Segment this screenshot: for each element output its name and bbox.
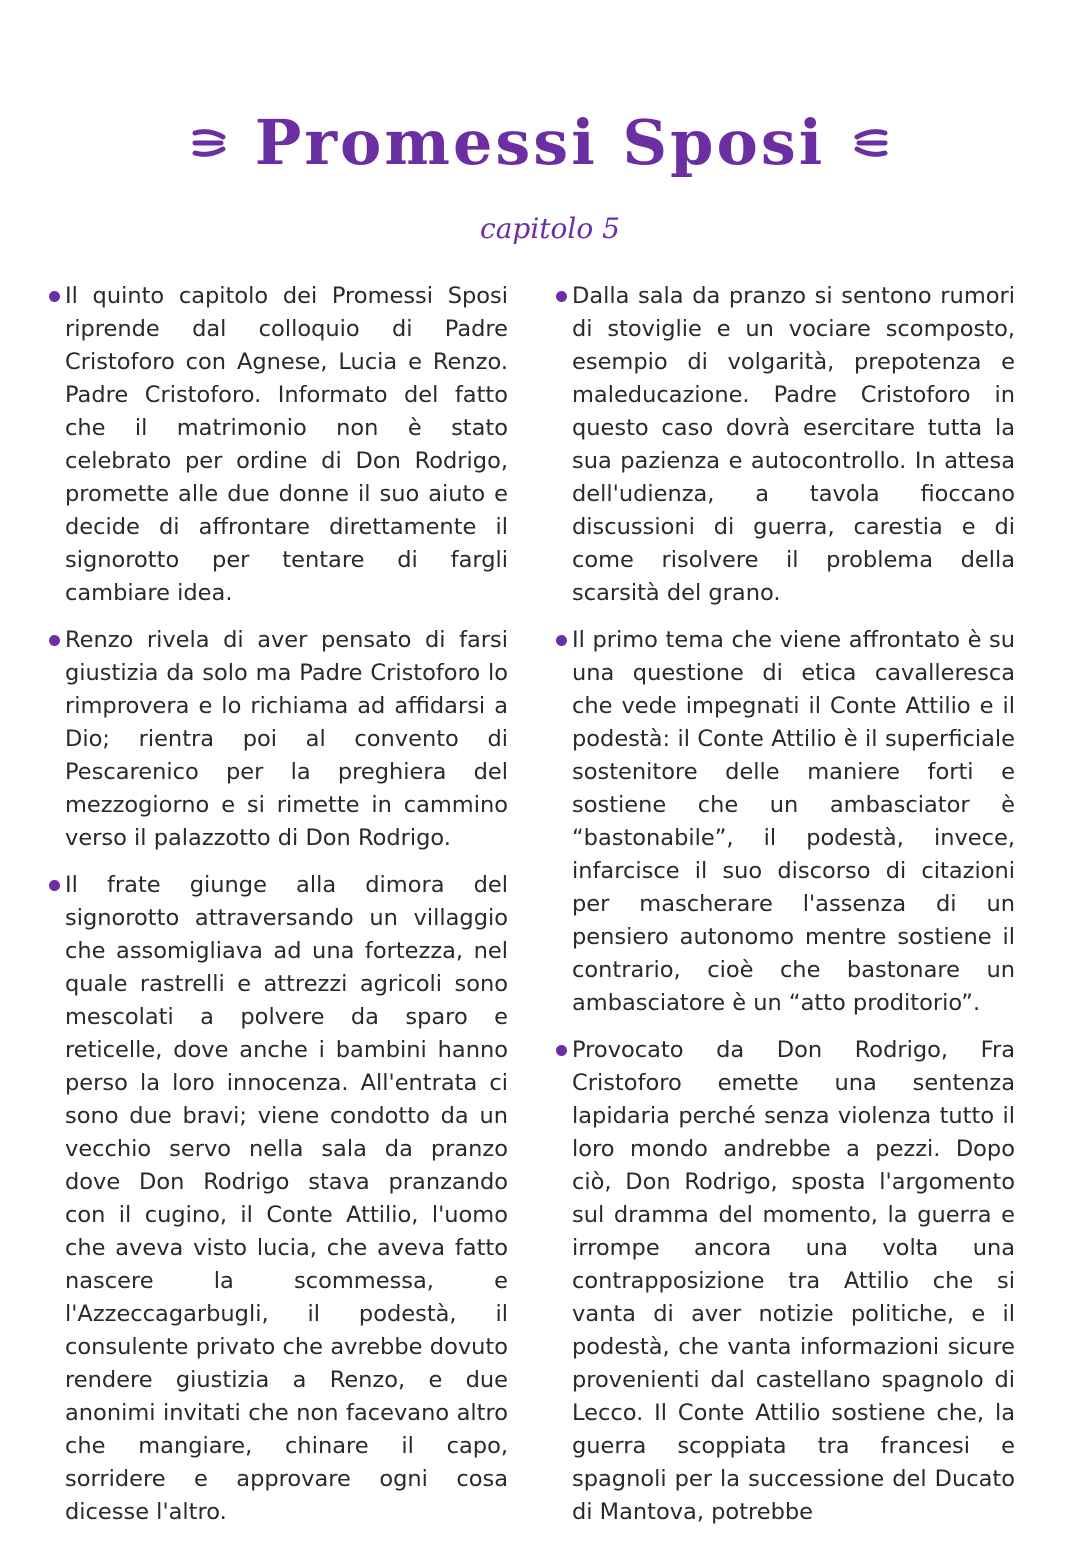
paragraph [572, 1034, 1015, 1529]
header [0, 106, 1080, 179]
ornament-left-icon [191, 119, 231, 167]
bullet-icon [49, 291, 60, 302]
bullet-icon [556, 291, 567, 302]
right-column [572, 280, 1015, 1543]
page-subtitle: capitolo 5 [480, 212, 620, 245]
paragraph [572, 280, 1015, 610]
bullet-icon [556, 635, 567, 646]
paragraph [65, 624, 508, 855]
paragraph-text: Dalla sala da pranzo si sentono rumori di stoviglie e un vociare scomposto, esempio di volgarità, prepotenza e maleducazione. Padre Cristoforo in questo caso dovrà esercitare tutta la sua pazienza e autocontrollo. In attesa dell'udienza, a tavola fioccano discussioni di guerra, carestia e di come risolvere il problema della scarsità del grano. [572, 283, 1015, 606]
bullet-icon [49, 880, 60, 891]
ornament-right-icon [849, 119, 889, 167]
left-column [65, 280, 508, 1543]
paragraph [65, 280, 508, 610]
paragraph-text: Provocato da Don Rodrigo, Fra Cristoforo emette una sentenza lapidaria perché senza violenza tutto il loro mondo andrebbe a pezzi. Dopo ciò, Don Rodrigo, sposta l'argomento sul dramma del momento, la guerra e irrompe ancora una volta una contrapposizione tra Attilio che si vanta di aver notizie politiche, e il podestà, che vanta informazioni sicure provenienti dal castellano spagnolo di Lecco. Il Conte Attilio sostiene che, la guerra scoppiata tra francesi e spagnoli per la successione del Ducato di Mantova, potrebbe [572, 1037, 1015, 1525]
paragraph-text: Il quinto capitolo dei Promessi Sposi riprende dal colloquio di Padre Cristoforo con Agnese, Lucia e Renzo. Padre Cristoforo. Informato del fatto che il matrimonio non è stato celebrato per ordine di Don Rodrigo, promette alle due donne il suo aiuto e decide di affrontare direttamente il signorotto per tentare di fargli cambiare idea. [65, 283, 508, 606]
page-title: Promessi Sposi [254, 106, 826, 179]
paragraph [65, 869, 508, 1529]
paragraph [572, 624, 1015, 1020]
bullet-icon [49, 635, 60, 646]
paragraph-text: Il primo tema che viene affrontato è su una questione di etica cavalleresca che vede impegnati il Conte Attilio e il podestà: il Conte Attilio è il superficiale sostenitore delle maniere forti e sostiene che un ambasciator è “bastonabile”, il podestà, invece, infarcisce il suo discorso di citazioni per mascherare l'assenza di un pensiero autonomo mentre sostiene il contrario, cioè che bastonare un ambasciatore è un “atto proditorio”. [572, 627, 1015, 1016]
bullet-icon [556, 1045, 567, 1056]
paragraph-text: Renzo rivela di aver pensato di farsi giustizia da solo ma Padre Cristoforo lo rimprovera e lo richiama ad affidarsi a Dio; rientra poi al convento di Pescarenico per la preghiera del mezzogiorno e si rimette in cammino verso il palazzotto di Don Rodrigo. [65, 627, 508, 851]
paragraph-text: Il frate giunge alla dimora del signorotto attraversando un villaggio che assomigliava ad una fortezza, nel quale rastrelli e attrezzi agricoli sono mescolati a polvere da sparo e reticelle, dove anche i bambini hanno perso la loro innocenza. All'entrata ci sono due bravi; viene condotto da un vecchio servo nella sala da pranzo dove Don Rodrigo stava pranzando con il cugino, il Conte Attilio, l'uomo che aveva visto lucia, che aveva fatto nascere la scommessa, e l'Azzeccagarbugli, il podestà, il consulente privato che avrebbe dovuto rendere giustizia a Renzo, e due anonimi invitati che non facevano altro che mangiare, chinare il capo, sorridere e approvare ogni cosa dicesse l'altro. [65, 872, 508, 1525]
